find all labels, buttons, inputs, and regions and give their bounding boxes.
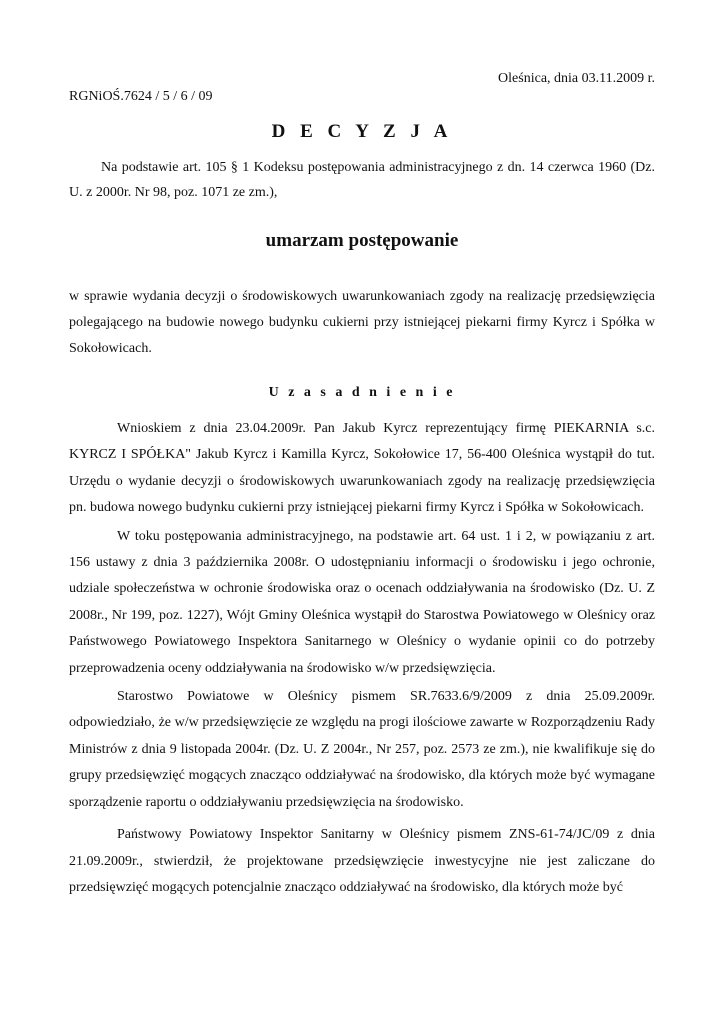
justification-paragraph: Starostwo Powiatowe w Oleśnicy pismem SR.7633.6/9/2009 z dnia 25.09.2009r. odpowiedziało, że w/w przedsięwzięcie ze względu na progi ilościowe zawarte w Rozporządzeniu Rady Ministrów z dnia 9 listopada 2004r. (Dz. U. Z 2004r., Nr 257, poz. 2573 ze zm.), nie kwalifikuje się do grupy przedsięwzięć mogących znacząco oddziaływać na środowisko, dla których może być wymagane sporządzenie raportu o oddziaływaniu przedsięwzięcia na środowisko. — [69, 689, 655, 810]
legal-basis — [69, 155, 655, 205]
matter-text: w sprawie wydania decyzji o środowiskowych uwarunkowaniach zgody na realizację przedsięwzięcia polegającego na budowie nowego budynku cukierni przy istniejącej piekarni firmy Kyrcz i Spółka w Sokołowicach. — [69, 289, 655, 356]
justification-heading: U z a s a d n i e n i e — [268, 385, 456, 400]
place-and-date: Oleśnica, dnia 03.11.2009 r. — [498, 71, 655, 86]
document-title: D E C Y Z J A — [271, 121, 453, 142]
legal-basis-text: Na podstawie art. 105 § 1 Kodeksu postępowania administracyjnego z dn. 14 czerwca 1960 (Dz. U. z 2000r. Nr 98, poz. 1071 ze zm.), — [69, 160, 655, 200]
resolution-heading: umarzam postępowanie — [265, 230, 459, 251]
justification-body — [69, 416, 655, 907]
reference-number: RGNiOŚ.7624 / 5 / 6 / 09 — [69, 89, 213, 104]
justification-paragraph: W toku postępowania administracyjnego, na podstawie art. 64 ust. 1 i 2, w powiązaniu z art. 156 ustawy z dnia 3 października 2008r. O udostępnianiu informacji o środowisku i jego ochronie, udziale społeczeństwa w ochronie środowiska oraz o ocenach oddziaływania na środowisko (Dz. U. Z 2008r., Nr 199, poz. 1227), Wójt Gminy Oleśnica wystąpił do Starostwa Powiatowego w Oleśnicy oraz Państwowego Powiatowego Inspektora Sanitarnego w Oleśnicy o wydanie opinii co do potrzeby przeprowadzenia oceny oddziaływania na środowisko w/w przedsięwzięcia. — [69, 528, 655, 676]
justification-paragraph: Wnioskiem z dnia 23.04.2009r. Pan Jakub Kyrcz reprezentujący firmę PIEKARNIA s.c. KYRCZ I SPÓŁKA" Jakub Kyrcz i Kamilla Kyrcz, Sokołowice 17, 56-400 Oleśnica wystąpił do tut. Urzędu o wydanie decyzji o środowiskowych uwarunkowaniach zgody na realizację przedsięwzięcia pn. budowa nowego budynku cukierni przy istniejącej piekarni firmy Kyrcz i Spółka w Sokołowicach. — [69, 421, 655, 516]
justification-paragraph: Państwowy Powiatowy Inspektor Sanitarny w Oleśnicy pismem ZNS-61-74/JC/09 z dnia 21.09.2009r., stwierdził, że projektowane przedsięwzięcie inwestycyjne nie jest zaliczane do przedsięwzięć mogących potencjalnie znacząco oddziaływać na środowisko, dla których może być — [69, 827, 655, 895]
matter-section — [69, 284, 655, 362]
